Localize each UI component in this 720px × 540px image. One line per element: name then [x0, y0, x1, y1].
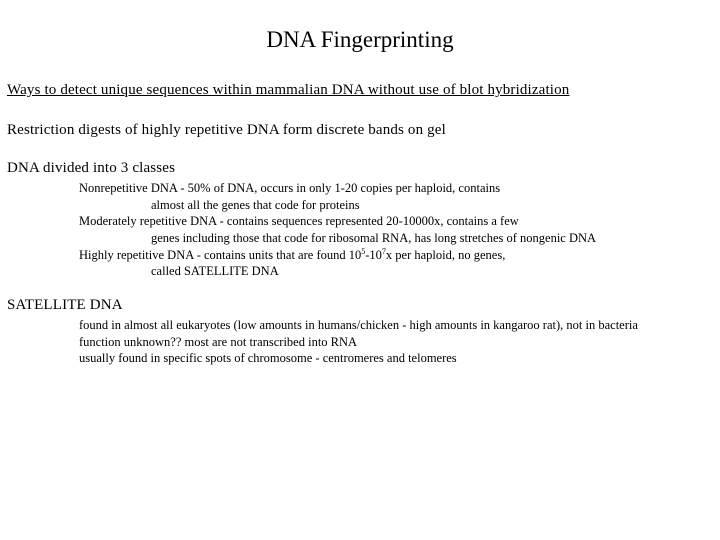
satellite-line3: usually found in specific spots of chromosome - centromeres and telomeres: [79, 351, 457, 365]
moderately-repetitive-line1: Moderately repetitive DNA - contains sequences represented 20-10000x, contains a few: [79, 214, 519, 228]
satellite-dna-heading: SATELLITE DNA: [7, 297, 123, 313]
dna-classes-heading: DNA divided into 3 classes: [7, 160, 176, 176]
subtitle: Ways to detect unique sequences within mammalian DNA without use of blot hybridization: [7, 82, 570, 98]
highly-repetitive-text-b: -10: [365, 248, 382, 262]
restriction-digests-text: Restriction digests of highly repetitive DNA form discrete bands on gel: [7, 122, 446, 138]
satellite-line1: found in almost all eukaryotes (low amounts in humans/chicken - high amounts in kangaroo rat), not in bacteria: [79, 318, 638, 332]
moderately-repetitive-line2: genes including those that code for ribosomal RNA, has long stretches of nongenic DNA: [151, 231, 597, 245]
highly-repetitive-line2: called SATELLITE DNA: [151, 264, 279, 278]
highly-repetitive-text-c: x per haploid, no genes,: [385, 248, 506, 262]
nonrepetitive-line2: almost all the genes that code for proteins: [151, 198, 360, 212]
highly-repetitive-text-a: Highly repetitive DNA - contains units that are found 10: [79, 248, 362, 262]
highly-repetitive-line1: [79, 248, 505, 263]
nonrepetitive-line1: Nonrepetitive DNA - 50% of DNA, occurs in only 1-20 copies per haploid, contains: [79, 181, 501, 195]
page-title: DNA Fingerprinting: [266, 27, 454, 52]
exponent-5: 5: [361, 247, 366, 256]
satellite-line2: function unknown?? most are not transcribed into RNA: [79, 335, 358, 349]
exponent-7: 7: [381, 247, 386, 256]
